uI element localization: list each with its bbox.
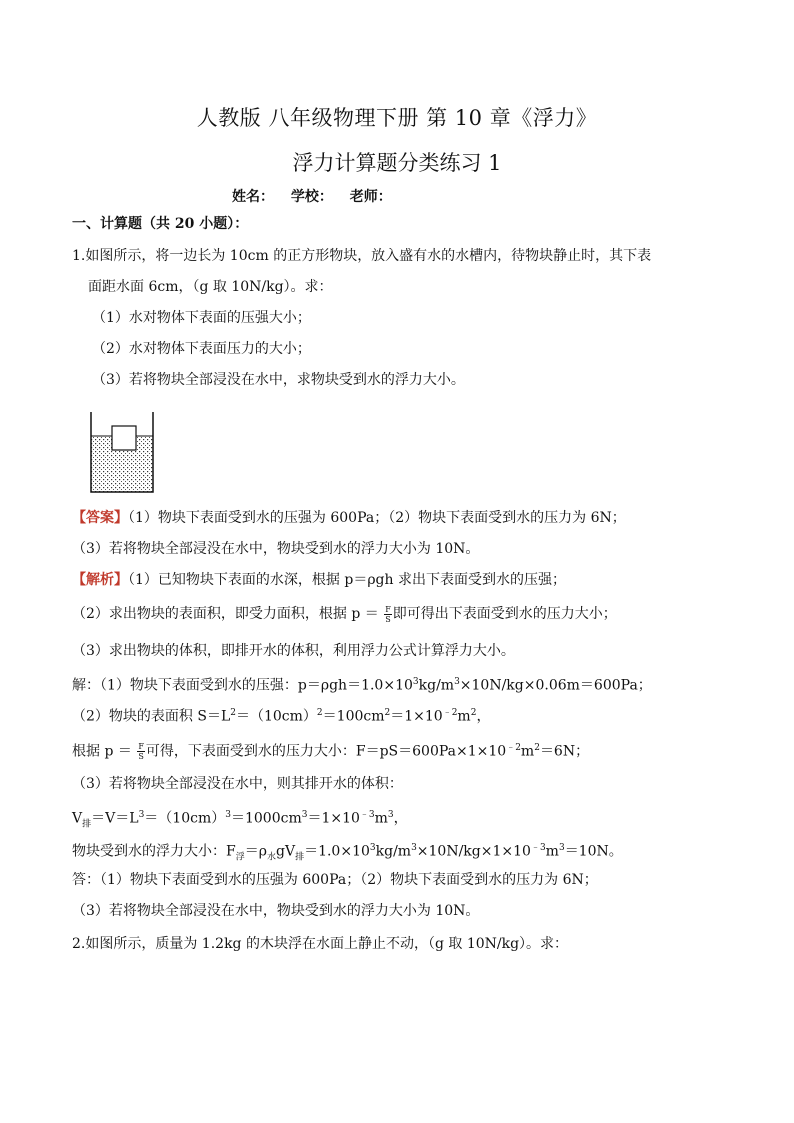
q1-part1: （1）水对物体下表面的压强大小； <box>92 310 311 326</box>
q2-stem-line1: 2.如图所示，质量为 1.2kg 的木块浮在水面上静止不动，（g 取 10N/kg）。求： <box>72 936 569 952</box>
q1-analysis-line3: （3）求出物块的体积，即排开水的体积，利用浮力公式计算浮力大小。 <box>72 643 515 659</box>
q1-analysis-line1: 【解析】（1）已知物块下表面的水深，根据 p＝ρgh 求出下表面受到水的压强； <box>72 572 566 588</box>
answer-tag: 【答案】 <box>72 510 128 526</box>
q1-analysis-line2: （2）求出物块的表面积，即受力面积，根据 p ＝ $\frac{F}{S}$ 即可得出下表面受到水的压力大小； <box>72 604 617 624</box>
fraction-f-over-s: $\frac{F}{S}$ <box>385 604 391 624</box>
teacher-label: 老师： <box>349 189 392 205</box>
q1-solution-line5: $V_排=V=L^3=(10cm)^3=1000cm^3=1\times 10^{﹣3}m^3$， <box>72 810 408 830</box>
q1-part3: （3）若将物块全部浸没在水中，求物块受到水的浮力大小。 <box>92 372 465 388</box>
q1-answer-line1: 【答案】（1）物块下表面受到水的压强为 600Pa；（2）物块下表面受到水的压力为 6N； <box>72 510 626 526</box>
water-tank-figure <box>90 410 154 494</box>
q1-solution-line4: （3）若将物块全部浸没在水中，则其排开水的体积： <box>72 776 403 792</box>
document-subtitle: 浮力计算题分类练习 1 <box>292 151 502 175</box>
q1-part2: （2）水对物体下表面压力的大小； <box>92 341 311 357</box>
q1-stem-line1: 1.如图所示，将一边长为 10cm 的正方形物块，放入盛有水的水槽内，待物块静止时，其下表 <box>72 248 652 264</box>
q1-solution-line1: 解：（1）物块下表面受到水的压强：$p=\rho gh=1.0\times 10^3kg/m^3\times 10N/kg\times 0.06m=600Pa$； <box>72 677 652 694</box>
q1-final-answer-line2: （3）若将物块全部浸没在水中，物块受到水的浮力大小为 10N。 <box>72 903 480 919</box>
q1-solution-line6: 物块受到水的浮力大小：$F_浮=\rho_水gV_排=1.0\times 10^3kg/m^3\times 10N/kg\times 1\times 10^{﹣3}m^3=10N$。 <box>72 843 623 863</box>
q1-stem-line2: 面距水面 6cm，（g 取 10N/kg）。求： <box>88 279 333 295</box>
document-title: 人教版 八年级物理下册 第 10 章《浮力》 <box>196 106 598 130</box>
school-label: 学校： <box>290 189 333 205</box>
q1-solution-line2: （2）物块的表面积 $S=L^2=(10cm)^2=100cm^2=1\times 10^{﹣2}m^2$， <box>72 708 491 725</box>
student-info-line <box>232 186 404 206</box>
solution-label: 解： <box>72 677 100 694</box>
name-label: 姓名： <box>232 189 274 205</box>
q1-solution-line3: 根据 p ＝ $\frac{F}{S}$ 可得，下表面受到水的压力大小：$F=pS=600Pa\times 1\times 10^{﹣2}m^2=6N$； <box>72 742 590 762</box>
q1-final-answer-line1: 答：（1）物块下表面受到水的压强为 600Pa；（2）物块下表面受到水的压力为 6N； <box>72 872 598 888</box>
q1-answer-line2: （3）若将物块全部浸没在水中，物块受到水的浮力大小为 10N。 <box>72 541 480 557</box>
fraction-f-over-s: $\frac{F}{S}$ <box>138 742 144 762</box>
analysis-tag: 【解析】 <box>72 572 128 588</box>
section-heading: 一、计算题（共 20 小题）： <box>72 216 249 232</box>
cube-block <box>112 426 136 450</box>
